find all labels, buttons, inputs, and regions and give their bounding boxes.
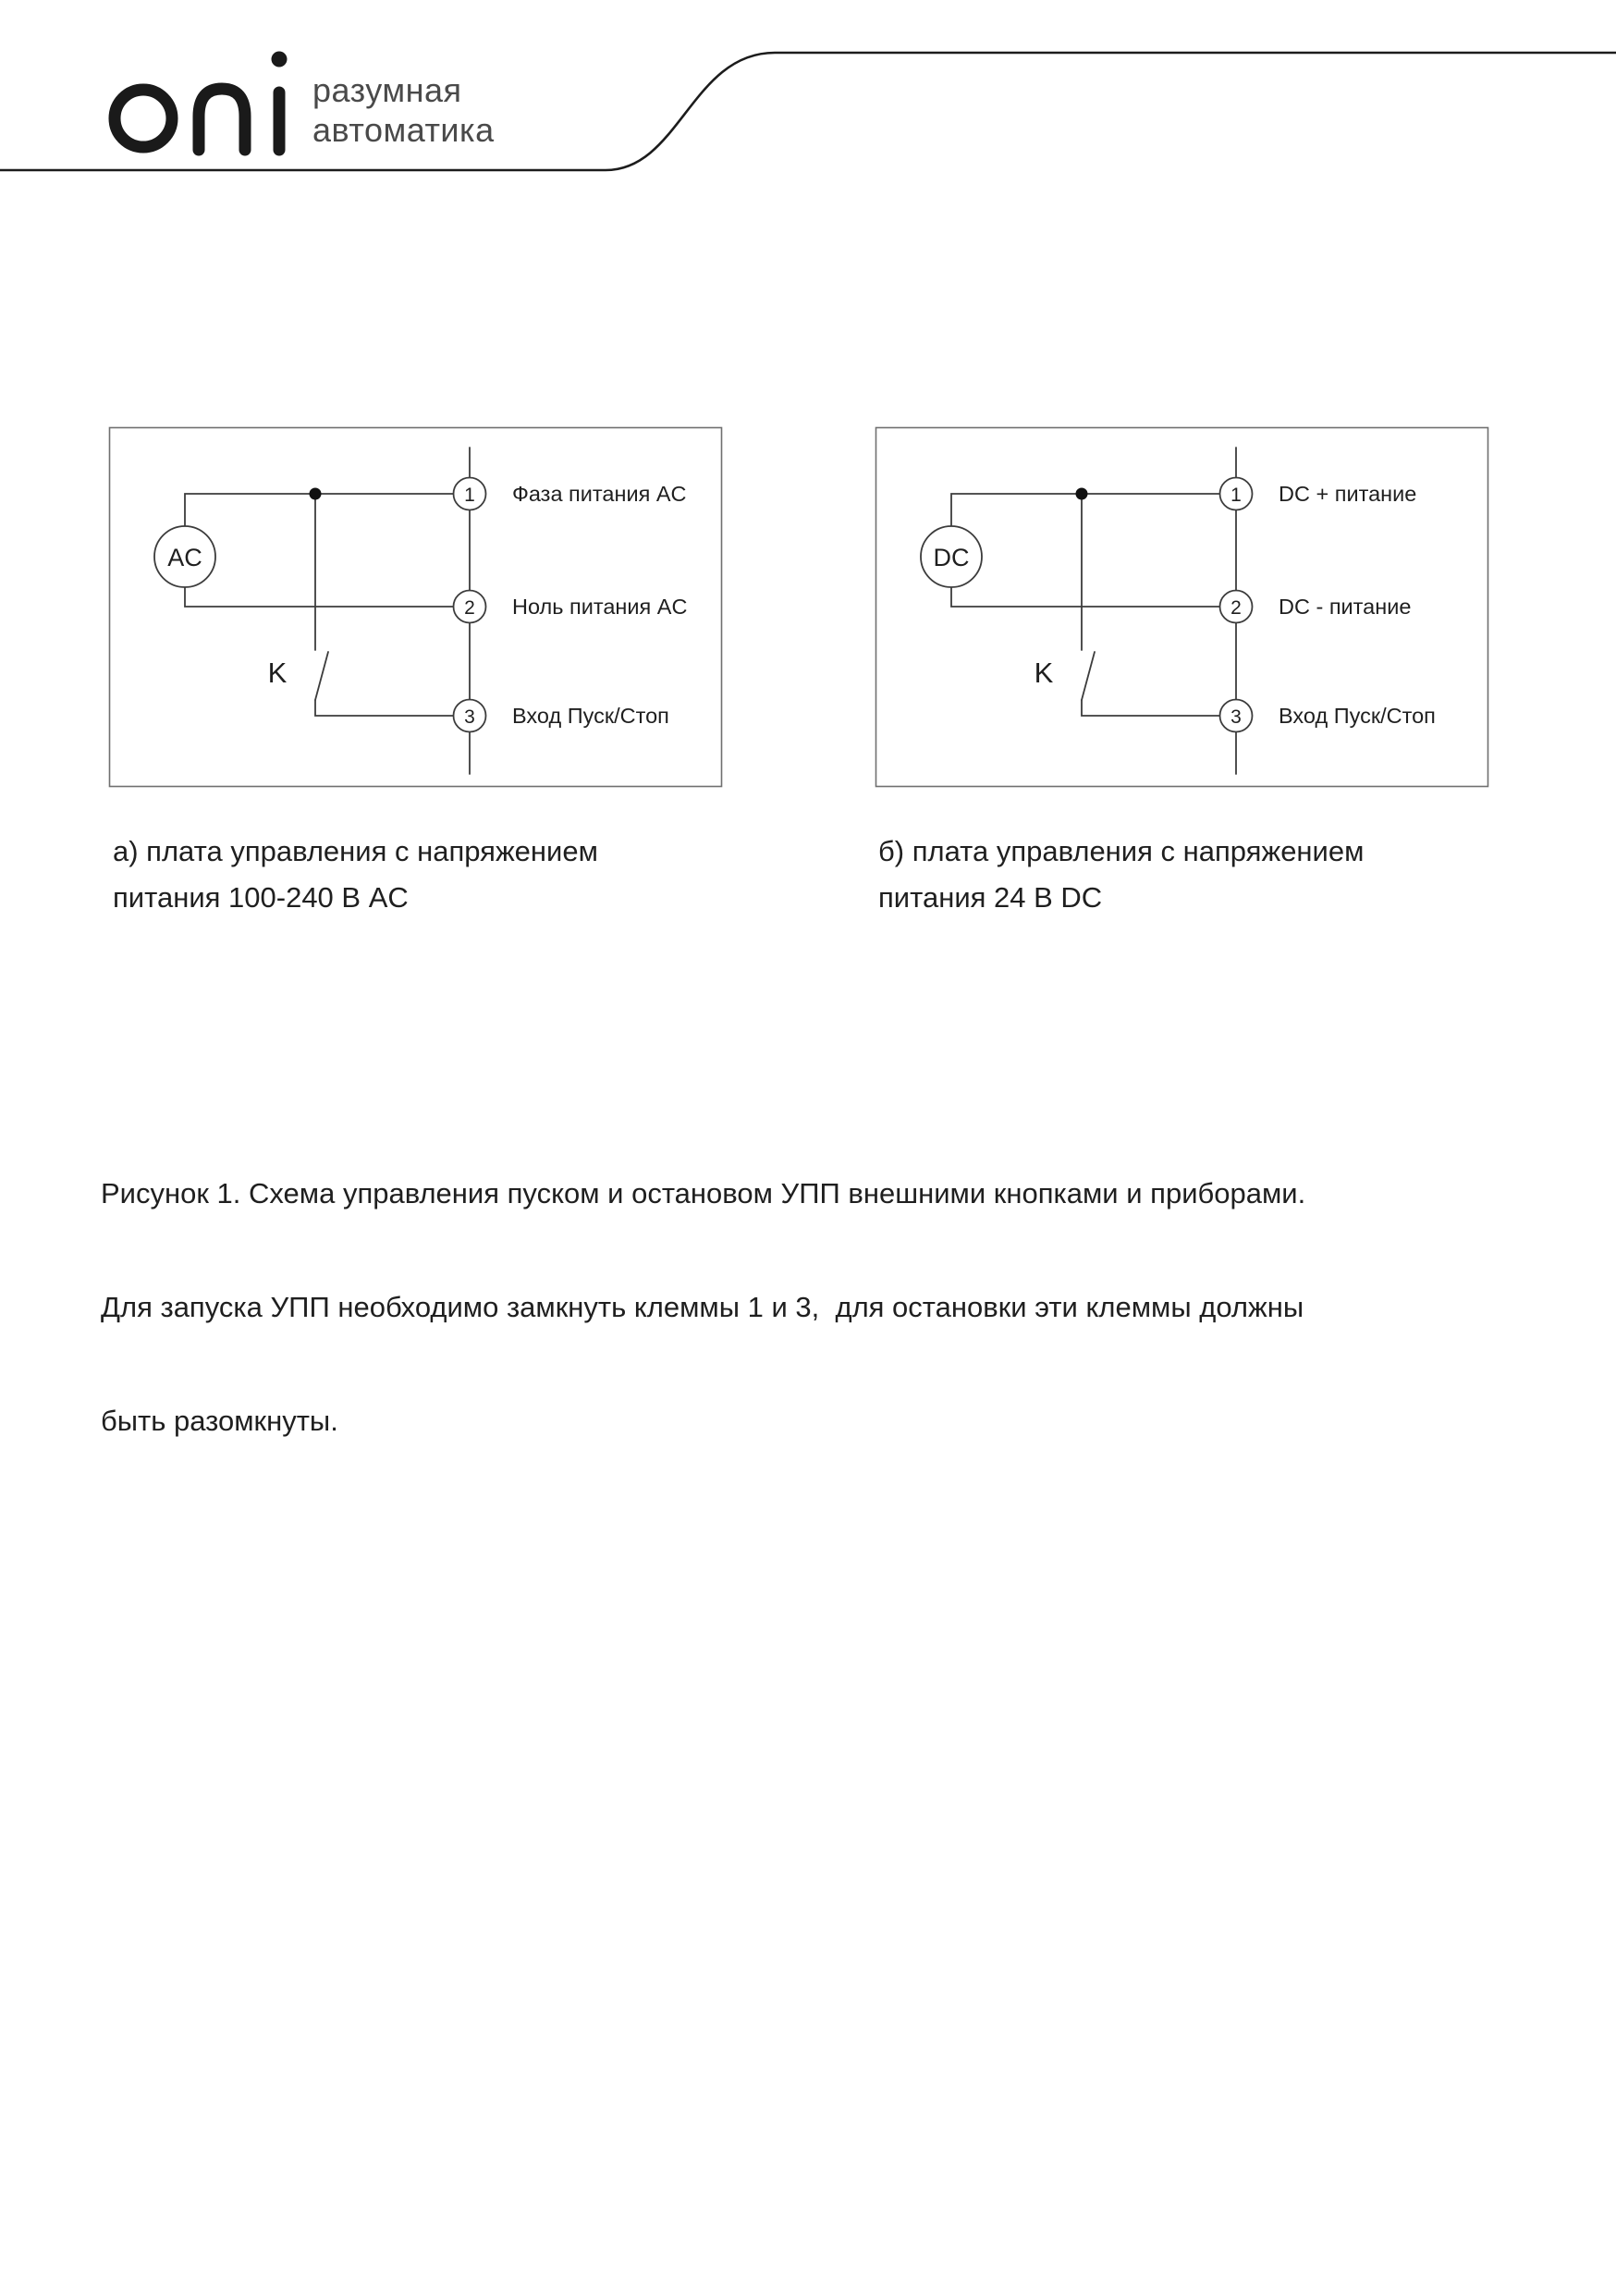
oni-logo — [108, 46, 302, 162]
terminal-2 — [1220, 591, 1412, 623]
diagram-ac-board — [108, 426, 723, 788]
terminal-1 — [1220, 478, 1417, 510]
terminal-3 — [1220, 700, 1436, 732]
terminal-1-number: 1 — [1230, 485, 1242, 506]
logo-letter-o — [115, 90, 172, 147]
terminal-3-number: 3 — [1230, 706, 1242, 728]
terminal-1-label: DC + питание — [1279, 482, 1417, 506]
wire-source-to-terminal-2 — [951, 587, 1220, 607]
terminal-1 — [454, 478, 687, 510]
caption-b-line-1: б) плата управления с напряжением — [878, 835, 1365, 867]
figure-description-line-2: Для запуска УПП необходимо замкнуть клеммы 1 и 3, для остановки эти клеммы должны — [101, 1291, 1304, 1323]
terminal-1-label: Фаза питания AC — [512, 482, 687, 506]
terminal-3-number: 3 — [464, 706, 475, 728]
figure-description-line-3: быть разомкнуты. — [101, 1405, 338, 1437]
terminal-2-label: DC - питание — [1279, 595, 1412, 619]
caption-a-line-2: питания 100-240 В AC — [113, 881, 409, 914]
logo-letter-n — [199, 89, 245, 150]
wire-switch-to-terminal-3 — [1082, 700, 1220, 716]
caption-b — [878, 829, 1364, 921]
terminal-3-label: Вход Пуск/Стоп — [512, 704, 669, 728]
terminal-2-number: 2 — [1230, 597, 1242, 619]
caption-b-line-2: питания 24 В DC — [878, 881, 1103, 914]
source-label: AC — [167, 544, 202, 571]
logo-letter-i-dot — [272, 52, 288, 68]
wire-source-to-terminal-1 — [951, 494, 1220, 526]
switch-label: K — [267, 657, 288, 689]
wire-source-to-terminal-1 — [185, 494, 454, 526]
junction-dot — [310, 488, 322, 500]
switch-blade — [315, 652, 328, 700]
diagram-ac-svg — [108, 426, 723, 788]
figure-description — [101, 1099, 1543, 1516]
brand-tagline-line-1: разумная — [312, 71, 462, 109]
diagram-dc-svg — [875, 426, 1489, 788]
wire-switch-to-terminal-3 — [315, 700, 454, 716]
caption-a-line-1: а) плата управления с напряжением — [113, 835, 598, 867]
switch-label: K — [1034, 657, 1054, 689]
terminal-2 — [454, 591, 688, 623]
figure-description-line-1: Рисунок 1. Схема управления пуском и остановом УПП внешними кнопками и приборами. — [101, 1177, 1306, 1209]
terminal-1-number: 1 — [464, 485, 475, 506]
junction-dot — [1076, 488, 1088, 500]
terminal-2-number: 2 — [464, 597, 475, 619]
diagram-dc-board — [875, 426, 1489, 788]
terminal-3 — [454, 700, 669, 732]
brand-tagline — [312, 70, 495, 150]
caption-a — [113, 829, 598, 921]
terminal-2-label: Ноль питания AC — [512, 595, 688, 619]
wire-source-to-terminal-2 — [185, 587, 454, 607]
source-label: DC — [933, 544, 970, 571]
brand-tagline-line-2: автоматика — [312, 111, 495, 149]
terminal-3-label: Вход Пуск/Стоп — [1279, 704, 1436, 728]
switch-blade — [1082, 652, 1095, 700]
